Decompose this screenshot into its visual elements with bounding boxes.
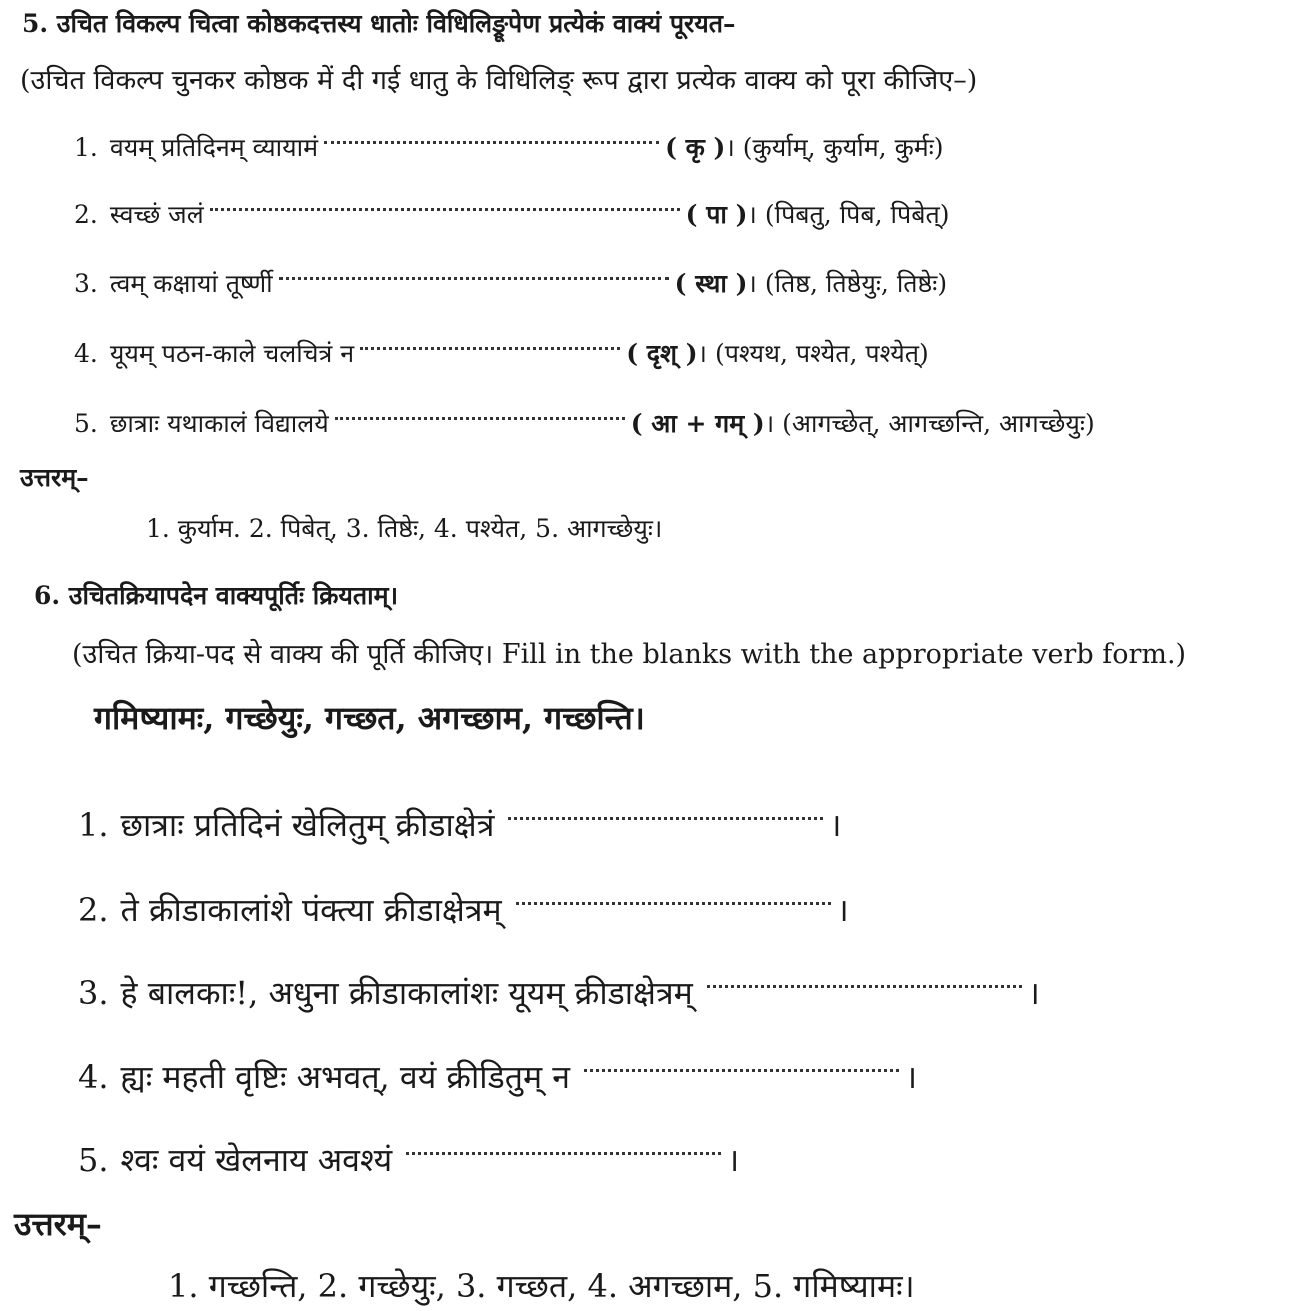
q6-item-4: [78, 1055, 917, 1098]
q5-item-5: [74, 406, 1095, 440]
item-root: ( कृ ): [665, 133, 726, 162]
item-number: 4.: [74, 339, 98, 368]
item-end: ।: [836, 891, 849, 929]
item-number: 1.: [78, 806, 109, 844]
blank-line: [584, 1055, 899, 1072]
q5-title: 5. उचित विकल्प चित्वा कोष्ठकदत्तस्य धातोः विधिलिङ्रूपेण प्रत्येकं वाक्यं पूरयत–: [22, 9, 736, 38]
item-text: ह्यः महती वृष्टिः अभवत्, वयं क्रीडितुम् न: [120, 1058, 571, 1096]
item-root: ( दृश् ): [626, 339, 698, 368]
item-number: 5.: [74, 409, 98, 438]
blank-line: [360, 336, 620, 350]
blank-line: [516, 888, 831, 905]
q5-item-3: [74, 266, 947, 300]
blank-line: [508, 803, 823, 820]
item-number: 2.: [74, 200, 98, 229]
item-text: वयम् प्रतिदिनम् व्यायामं: [109, 133, 319, 162]
item-root: ( आ + गम् ): [630, 409, 765, 438]
item-text: ते क्रीडाकालांशे पंक्त्या क्रीडाक्षेत्रम्: [120, 891, 502, 929]
q6-item-5: [78, 1138, 739, 1181]
q5-answer: 1. कुर्याम. 2. पिबेत्, 3. तिष्ठेः, 4. पश्येत, 5. आगच्छेयुः।: [146, 514, 663, 543]
q6-word-bank: गमिष्यामः, गच्छेयुः, गच्छत, अगच्छाम, गच्छन्ति।: [94, 699, 645, 737]
blank-line: [335, 406, 625, 420]
q6-answer-heading: उत्तरम्–: [14, 1205, 102, 1243]
item-options: । (आगच्छेत्, आगच्छन्ति, आगच्छेयुः): [764, 409, 1095, 438]
item-options: । (पिबतु, पिब, पिबेत्): [747, 200, 950, 229]
item-text: श्वः वयं खेलनाय अवश्यं: [120, 1141, 393, 1179]
item-text: यूयम् पठन-काले चलचित्रं न: [109, 339, 355, 368]
blank-line: [406, 1138, 721, 1155]
item-root: ( पा ): [685, 200, 748, 229]
item-text: छात्राः प्रतिदिनं खेलितुम् क्रीडाक्षेत्रं: [120, 806, 495, 844]
item-number: 1.: [74, 133, 98, 162]
item-options: । (पश्यथ, पश्येत, पश्येत्): [697, 339, 929, 368]
q5-item-2: [74, 197, 950, 231]
q6-subtitle: (उचित क्रिया-पद से वाक्य की पूर्ति कीजिए। Fill in the blanks with the appropriate verb form.): [72, 639, 1187, 670]
item-number: 2.: [78, 891, 109, 929]
q5-answer-heading: उत्तरम्–: [20, 463, 89, 492]
q5-item-4: [74, 336, 929, 370]
item-text: छात्राः यथाकालं विद्यालये: [109, 409, 329, 438]
blank-line: [210, 197, 680, 211]
item-end: ।: [1027, 974, 1040, 1012]
item-text: स्वच्छं जलं: [109, 200, 204, 229]
blank-line: [279, 266, 669, 280]
q6-answer: 1. गच्छन्ति, 2. गच्छेयुः, 3. गच्छत, 4. अगच्छाम, 5. गमिष्यामः।: [168, 1267, 915, 1305]
item-end: ।: [905, 1058, 918, 1096]
q6-item-3: [78, 971, 1040, 1014]
q5-subtitle: (उचित विकल्प चुनकर कोष्ठक में दी गई धातु के विधिलिङ् रूप द्वारा प्रत्येक वाक्य को पूरा कीजिए–): [20, 65, 978, 96]
blank-line: [707, 971, 1022, 988]
item-text: त्वम् कक्षायां तूर्ष्णी: [109, 269, 273, 298]
item-number: 5.: [78, 1141, 109, 1179]
item-end: ।: [727, 1141, 740, 1179]
item-root: ( स्था ): [674, 269, 748, 298]
item-end: ।: [829, 806, 842, 844]
blank-line: [324, 130, 659, 144]
q5-item-1: [74, 130, 944, 164]
item-options: । (कुर्याम्, कुर्याम, कुर्मः): [725, 133, 944, 162]
item-number: 3.: [74, 269, 98, 298]
item-text: हे बालकाः!, अधुना क्रीडाकालांशः यूयम् क्रीडाक्षेत्रम्: [120, 974, 693, 1012]
item-options: । (तिष्ठ, तिष्ठेयुः, तिष्ठेः): [747, 269, 948, 298]
q6-item-1: [78, 803, 842, 846]
item-number: 3.: [78, 974, 109, 1012]
q6-item-2: [78, 888, 849, 931]
item-number: 4.: [78, 1058, 109, 1096]
q6-title: 6. उचितक्रियापदेन वाक्यपूर्तिः क्रियताम्।: [34, 581, 399, 610]
